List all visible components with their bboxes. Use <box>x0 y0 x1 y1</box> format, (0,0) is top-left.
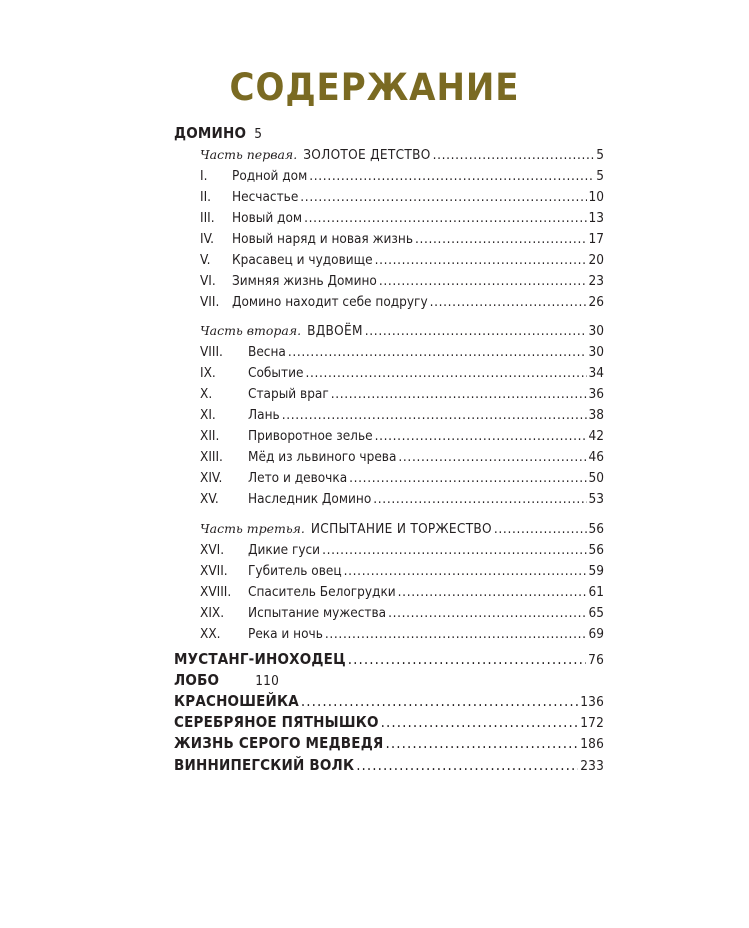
toc-chapter-entry <box>200 251 604 269</box>
dot-leader <box>322 541 586 559</box>
toc-chapter-entry <box>200 167 604 185</box>
page-number: 30 <box>588 323 604 339</box>
chapter-number: XII. <box>200 428 220 444</box>
dot-leader <box>375 427 587 445</box>
page-number: 5 <box>254 126 263 142</box>
dot-leader <box>430 293 587 311</box>
toc-chapter-entry <box>200 625 604 643</box>
part-label: Часть третья. <box>200 521 305 536</box>
chapter-number: XX. <box>200 626 221 642</box>
chapter-title: Несчастье <box>232 189 299 205</box>
page-number: 233 <box>580 758 604 774</box>
toc-chapter-entry <box>200 406 604 424</box>
page-number: 56 <box>588 542 604 558</box>
chapter-title: Домино находит себе подругу <box>232 294 428 310</box>
page-number: 5 <box>596 147 604 163</box>
chapter-title: Приворотное зелье <box>248 428 373 444</box>
toc-main-entry <box>174 124 604 143</box>
toc-chapter-entry <box>200 448 604 466</box>
toc-chapter-entry <box>200 562 604 580</box>
page-number: 53 <box>588 491 604 507</box>
dot-leader <box>388 604 586 622</box>
toc-chapter-entry <box>200 469 604 487</box>
toc-chapter-entry <box>200 209 604 227</box>
toc-main-entry <box>174 713 604 732</box>
dot-leader <box>301 692 578 710</box>
toc-chapter-entry <box>200 230 604 248</box>
entry-title: МУСТАНГ-ИНОХОДЕЦ <box>174 650 346 668</box>
dot-leader <box>288 343 587 361</box>
chapter-number: VI. <box>200 273 216 289</box>
dot-leader <box>381 713 579 731</box>
page-number: 136 <box>580 694 604 710</box>
page-number: 61 <box>588 584 604 600</box>
toc-chapter-entry <box>200 604 604 622</box>
chapter-number: XV. <box>200 491 219 507</box>
toc-chapter-entry <box>200 188 604 206</box>
chapter-title: Дикие гуси <box>248 542 321 558</box>
chapter-number: XIII. <box>200 449 223 465</box>
part-title: ЗОЛОТОЕ ДЕТСТВО <box>303 147 431 163</box>
page-number: 34 <box>588 365 604 381</box>
page-number: 5 <box>596 168 604 184</box>
dot-leader <box>348 650 586 668</box>
toc-chapter-entry <box>200 385 604 403</box>
dot-leader <box>415 230 587 248</box>
page-number: 76 <box>588 652 604 668</box>
toc-main-entry <box>174 692 604 711</box>
toc-main-entry <box>174 650 604 669</box>
page-number: 186 <box>580 736 604 752</box>
page-number: 110 <box>255 673 280 689</box>
dot-leader <box>379 272 587 290</box>
dot-leader <box>304 209 586 227</box>
page-number: 26 <box>588 294 604 310</box>
chapter-title: Родной дом <box>232 168 308 184</box>
chapter-title: Лань <box>248 407 280 423</box>
toc-chapter-entry <box>200 293 604 311</box>
chapter-number: V. <box>200 252 211 268</box>
dot-leader <box>365 322 587 340</box>
chapter-number: VII. <box>200 294 220 310</box>
page-number: 42 <box>588 428 604 444</box>
page-number: 56 <box>588 521 604 537</box>
chapter-number: III. <box>200 210 215 226</box>
dot-leader <box>398 583 587 601</box>
page-number: 23 <box>588 273 604 289</box>
page-number: 172 <box>580 715 604 731</box>
page-number: 59 <box>588 563 604 579</box>
chapter-title: Губитель овец <box>248 563 342 579</box>
page-number: 17 <box>588 231 604 247</box>
page-number: 20 <box>588 252 604 268</box>
dot-leader <box>300 188 586 206</box>
dot-leader <box>373 490 586 508</box>
page-title: СОДЕРЖАНИЕ <box>229 66 520 109</box>
dot-leader <box>282 406 587 424</box>
toc-part-entry <box>200 520 604 538</box>
dot-leader <box>305 364 586 382</box>
chapter-number: VIII. <box>200 344 223 360</box>
entry-title: ЖИЗНЬ СЕРОГО МЕДВЕДЯ <box>174 734 384 752</box>
page-number: 38 <box>588 407 604 423</box>
dot-leader <box>494 520 587 538</box>
chapter-number: XVII. <box>200 563 228 579</box>
chapter-title: Новый дом <box>232 210 303 226</box>
page-number: 36 <box>588 386 604 402</box>
dot-leader <box>386 734 579 752</box>
chapter-title: Испытание мужества <box>248 605 387 621</box>
part-label: Часть вторая. <box>200 323 302 338</box>
dot-leader <box>356 756 578 774</box>
chapter-title: Новый наряд и новая жизнь <box>232 231 413 247</box>
chapter-number: XIX. <box>200 605 225 621</box>
chapter-number: XIV. <box>200 470 223 486</box>
chapter-number: I. <box>200 168 208 184</box>
chapter-number: II. <box>200 189 212 205</box>
chapter-title: Река и ночь <box>248 626 323 642</box>
toc-chapter-entry <box>200 541 604 559</box>
entry-title: ВИННИПЕГСКИЙ ВОЛК <box>174 756 355 774</box>
chapter-number: XI. <box>200 407 216 423</box>
toc-chapter-entry <box>200 427 604 445</box>
toc-chapter-entry <box>200 583 604 601</box>
page-number: 30 <box>588 344 604 360</box>
chapter-number: IV. <box>200 231 215 247</box>
toc-main-entry <box>174 734 604 753</box>
chapter-title: Наследник Домино <box>248 491 372 507</box>
chapter-number: XVIII. <box>200 584 232 600</box>
toc-main-entry <box>174 756 604 775</box>
chapter-title: Зимняя жизнь Домино <box>232 273 377 289</box>
dot-leader <box>325 625 587 643</box>
chapter-title: Красавец и чудовище <box>232 252 373 268</box>
chapter-number: X. <box>200 386 213 402</box>
toc-part-entry <box>200 322 604 340</box>
part-label: Часть первая. <box>200 147 298 162</box>
chapter-number: XVI. <box>200 542 225 558</box>
dot-leader <box>375 251 587 269</box>
chapter-title: Спаситель Белогрудки <box>248 584 396 600</box>
chapter-title: Лето и девочка <box>248 470 348 486</box>
dot-leader <box>331 385 587 403</box>
page-number: 13 <box>588 210 604 226</box>
entry-title: ЛОБО <box>174 671 220 689</box>
entry-title: СЕРЕБРЯНОЕ ПЯТНЫШКО <box>174 713 379 731</box>
chapter-number: IX. <box>200 365 216 381</box>
part-title: ИСПЫТАНИЕ И ТОРЖЕСТВО <box>310 521 492 537</box>
dot-leader <box>309 167 594 185</box>
chapter-title: Старый враг <box>248 386 329 402</box>
toc-chapter-entry <box>200 272 604 290</box>
toc-chapter-entry <box>200 490 604 508</box>
page-number: 46 <box>588 449 604 465</box>
page-number: 50 <box>588 470 604 486</box>
chapter-title: Весна <box>248 344 286 360</box>
toc-part-entry <box>200 146 604 164</box>
chapter-title: Событие <box>248 365 304 381</box>
toc-chapter-entry <box>200 343 604 361</box>
dot-leader <box>349 469 586 487</box>
toc-main-entry <box>174 671 604 690</box>
dot-leader <box>344 562 587 580</box>
entry-title: ДОМИНО <box>174 124 247 142</box>
part-title: ВДВОЁМ <box>307 323 363 339</box>
page-number: 10 <box>588 189 604 205</box>
page-number: 65 <box>588 605 604 621</box>
dot-leader <box>398 448 586 466</box>
toc-chapter-entry <box>200 364 604 382</box>
dot-leader <box>433 146 595 164</box>
entry-title: КРАСНОШЕЙКА <box>174 692 299 710</box>
chapter-title: Мёд из львиного чрева <box>248 449 397 465</box>
page-number: 69 <box>588 626 604 642</box>
